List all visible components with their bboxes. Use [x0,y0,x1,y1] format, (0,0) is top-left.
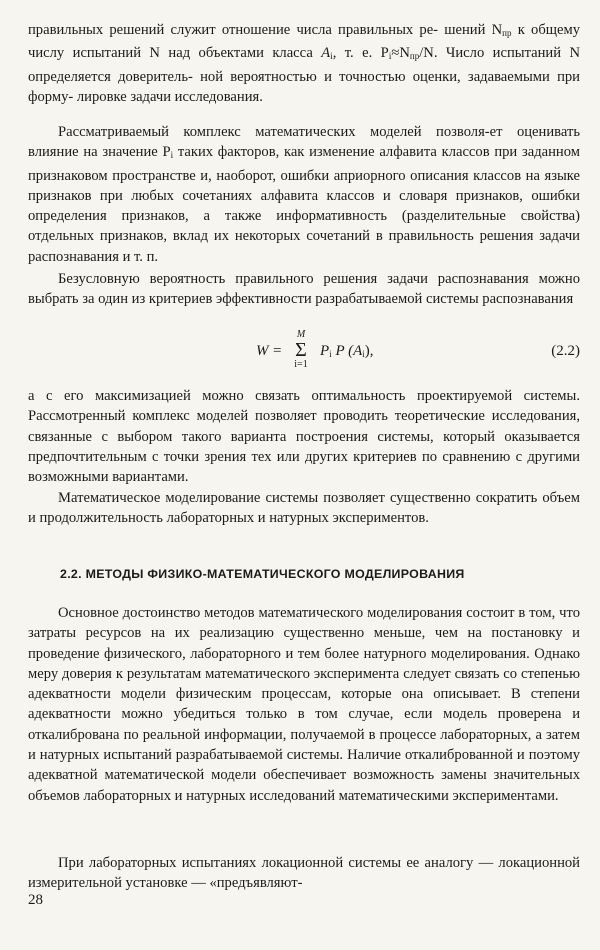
subscript: i [388,51,392,62]
formula-lhs: W [256,343,269,359]
paragraph-6: Основное достоинство методов математического моделирования состоит в том, что затраты ресурсов на их реализацию существенно меньше, чем на постановку и проведение физического, лабораторного и тем более натурного моделирования. Однако меру доверия к результатам математического эксперимента следует связать со степенью адекватности модели физическим процессам, которые она описывает. В степени адекватности можно убедиться только в том случае, если модель проверена и откалибрована по реальной информации, получаемой в процессе лабораторных, а затем и натурных испытаний разрабатываемой системы. Наличие откалиброванной и поэтому адекватной математической модели обеспечивает возможность замены значительных объемов лабораторных и натурных исследований математическими экспериментами. [28,605,580,804]
formula-equals: = [273,343,282,359]
line-text: , т. е. P [332,45,389,62]
line-text: правильных решений служит отношение числа правильных ре- [28,22,439,38]
section-heading: 2.2. МЕТОДЫ ФИЗИКО-МАТЕМАТИЧЕСКОГО МОДЕЛИРОВАНИЯ [60,567,465,581]
paragraph-4: а с его максимизацией можно связать оптимальность проектируемой системы. Рассмотренный комплекс моделей позволяет проводить теоретические исследования, связанные с выбором такого варианта построения системы, который оказывается предпочтительным с точки зрения тех или других критериев по сравнению с другими возможными вариантами. [28,388,580,486]
summation-symbol: M Σ i=1 [294,329,308,370]
line-text: ≈N [391,45,410,62]
line-text: /N. Число испытаний N определяется доверитель- [28,45,581,85]
subscript: пр [409,51,420,62]
paragraph-3: Безусловную вероятность правильного решения задачи распознавания можно выбрать за один из критериев эффективности разрабатываемой системы распознавания [28,271,580,308]
paragraph-5: Математическое моделирование системы позволяет существенно сократить объем и продолжительность лабораторных и натурных экспериментов. [28,490,580,527]
formula-rhs: $P_i$ P $(A_i)$, [320,343,374,359]
subscript: пр [502,28,512,38]
line-text: шений N [444,22,503,38]
math-symbol: A [321,45,331,62]
paragraph-7: При лабораторных испытаниях локационной системы ее аналогу — локационной измерительной установке — «предъявляют- [28,855,580,892]
subscript: i [330,51,333,62]
paragraph-1 [28,20,580,107]
formula-number: (2.2) [551,343,580,359]
formula-2-2 [28,330,580,376]
page-number: 28 [28,892,43,908]
line-text: лировке задачи исследования. [76,88,263,105]
line-text: ной вероятностью и точностью оценки, задаваемыми при форму- [28,68,580,105]
paragraph-2: Рассматриваемый комплекс математических моделей позволя-ет оценивать влияние на значение $P_i$ таких факторов, как изменение алфавита классов при заданном признаковом пространстве и, наоборот, ошибки априорного описания классов на языке признаков при любых сочетаниях алфавита классов и словаря признаков, ошибки определения признаков, а также информативность (разделительные свойства) отдельных признаков, вклад их некоторых сочетаний в правильность решения задачи распознавания и т. п. [28,124,580,265]
line-text: к общему числу испытаний N над объектами класса [28,22,580,62]
